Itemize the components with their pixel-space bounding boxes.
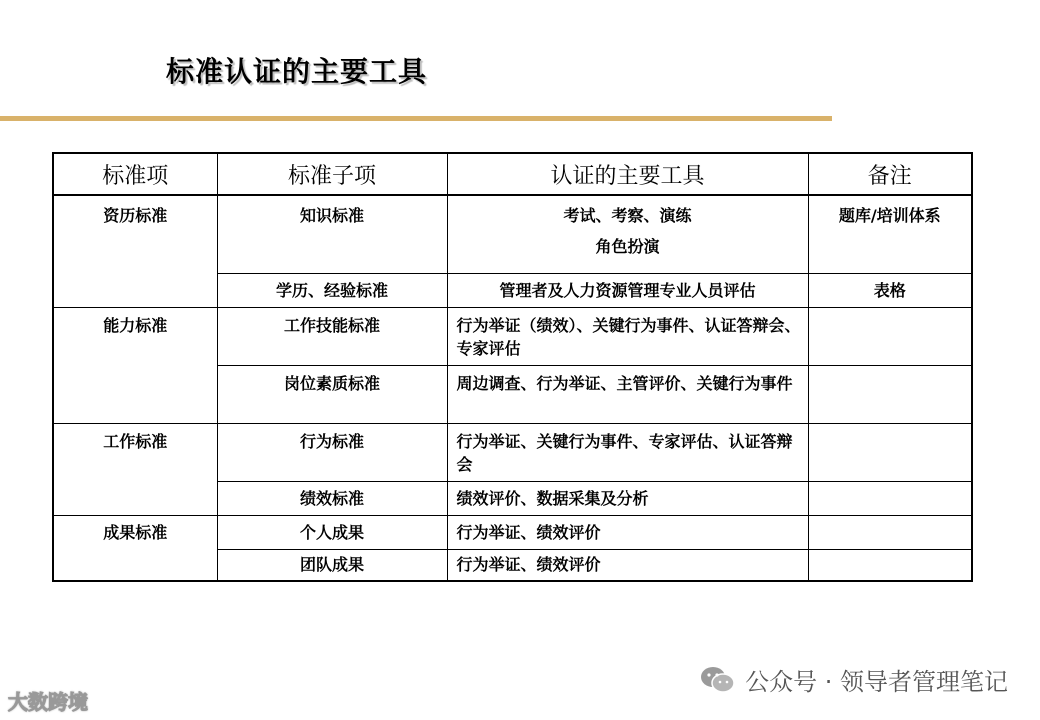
tool-cell: 绩效评价、数据采集及分析 (447, 481, 808, 515)
table-row (53, 423, 972, 481)
subcategory-cell: 岗位素质标准 (217, 365, 447, 423)
page-title: 标准认证的主要工具 (166, 55, 428, 88)
note-cell: 表格 (808, 273, 972, 307)
subcategory-cell: 工作技能标准 (217, 307, 447, 365)
table-row (53, 307, 972, 365)
note-cell (808, 549, 972, 581)
subcategory-cell: 绩效标准 (217, 481, 447, 515)
brand-logo (8, 686, 88, 715)
subcategory-cell: 行为标准 (217, 423, 447, 481)
note-cell: 题库/培训体系 (808, 195, 972, 273)
tool-cell: 行为举证、绩效评价 (447, 549, 808, 581)
table-row (53, 195, 972, 273)
note-cell (808, 423, 972, 481)
tool-cell: 行为举证、绩效评价 (447, 515, 808, 549)
category-cell: 成果标准 (53, 515, 217, 581)
title-divider (0, 116, 832, 121)
subcategory-cell: 个人成果 (217, 515, 447, 549)
watermark (699, 662, 1008, 697)
header-cell: 标准项 (53, 153, 217, 195)
subcategory-cell: 学历、经验标准 (217, 273, 447, 307)
tool-cell: 周边调查、行为举证、主管评价、关键行为事件 (447, 365, 808, 423)
note-cell (808, 515, 972, 549)
note-cell (808, 481, 972, 515)
tool-cell: 行为举证、关键行为事件、专家评估、认证答辩会 (447, 423, 808, 481)
tool-cell: 管理者及人力资源管理专业人员评估 (447, 273, 808, 307)
note-cell (808, 307, 972, 365)
category-cell: 工作标准 (53, 423, 217, 515)
table-header-row (53, 153, 972, 195)
note-cell (808, 365, 972, 423)
subcategory-cell: 团队成果 (217, 549, 447, 581)
standards-table (52, 152, 973, 582)
header-cell: 标准子项 (217, 153, 447, 195)
tool-cell (447, 195, 808, 273)
table-row (53, 515, 972, 549)
tool-line: 角色扮演 (595, 237, 660, 256)
tool-cell: 行为举证（绩效）、关键行为事件、认证答辩会、专家评估 (447, 307, 808, 365)
category-cell: 资历标准 (53, 195, 217, 307)
subcategory-cell: 知识标准 (217, 195, 447, 273)
category-cell: 能力标准 (53, 307, 217, 423)
brand-logo-text: 大数跨境 (8, 690, 88, 714)
header-cell: 认证的主要工具 (447, 153, 808, 195)
tool-line: 考试、考察、演练 (563, 206, 692, 225)
header-cell: 备注 (808, 153, 972, 195)
watermark-text: 公众号 · 领导者管理笔记 (745, 668, 1008, 696)
wechat-icon (699, 665, 737, 695)
